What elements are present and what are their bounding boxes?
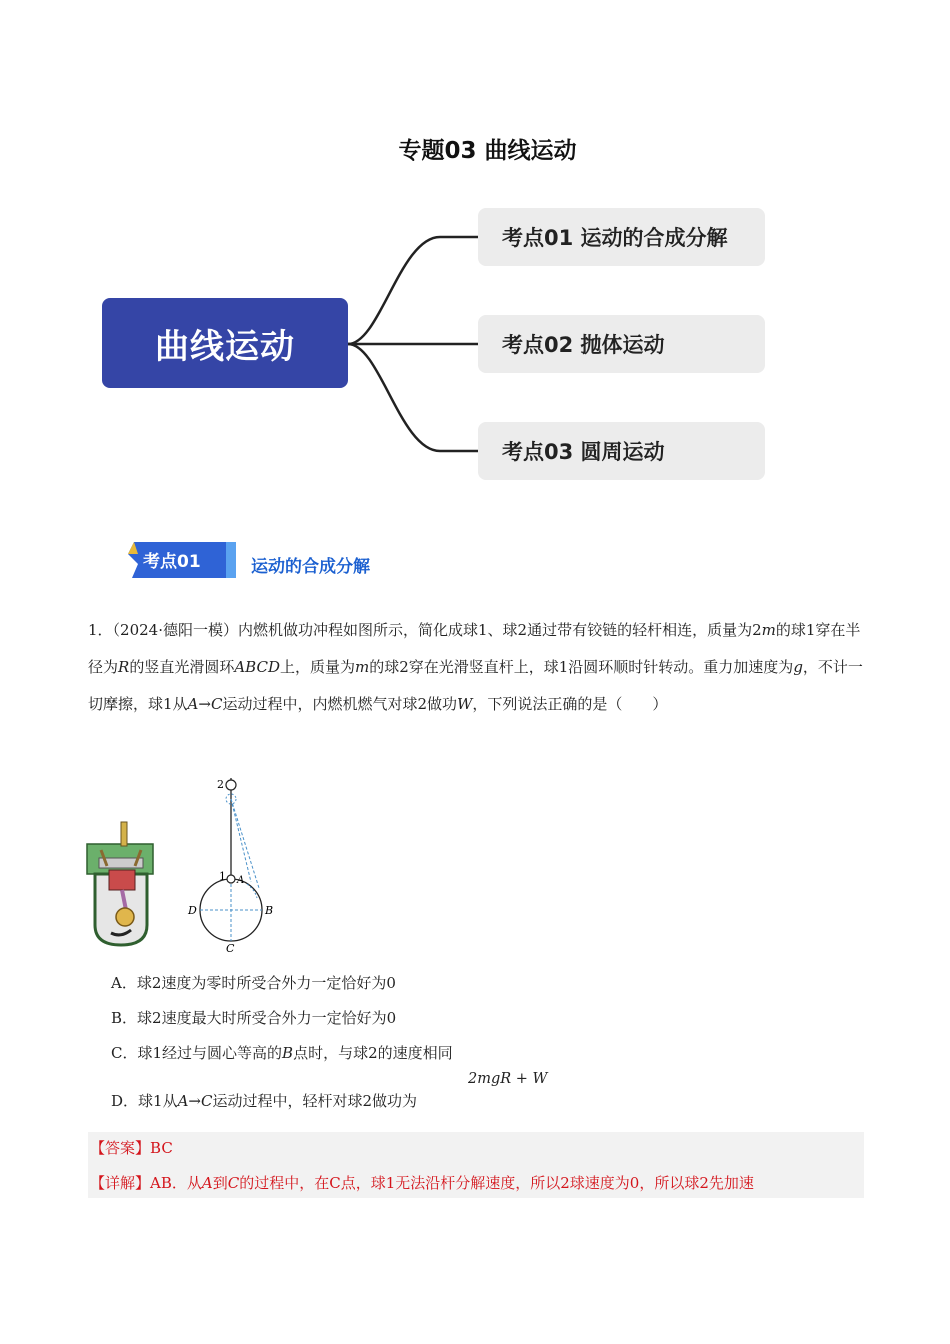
detail-text: 到	[212, 1174, 228, 1192]
mindmap-branch-1: 考点01 运动的合成分解	[478, 208, 765, 266]
physics-diagram	[183, 770, 283, 955]
section-title: 运动的合成分解	[251, 557, 370, 577]
question-number: 1．	[88, 621, 113, 639]
label-C: C	[226, 942, 235, 955]
engine-illustration	[85, 820, 157, 950]
question-part: 的竖直光滑圆环	[129, 658, 235, 676]
arrow: →	[198, 695, 211, 713]
ball-1	[227, 875, 235, 883]
option-c	[111, 1042, 453, 1063]
label-D: D	[188, 904, 197, 917]
option-d	[111, 1090, 417, 1111]
var-ABCD: ABCD	[234, 658, 280, 676]
page-title: 专题03 曲线运动	[398, 138, 577, 164]
rod-dashed-2	[231, 799, 259, 888]
question-part: 的球2穿在光滑竖直杆上，球1沿圆环顺时针转动。重力加速度为	[369, 658, 794, 676]
detail-text: AB．从	[150, 1174, 202, 1192]
var-A: A	[187, 695, 199, 713]
var-m: m	[761, 621, 776, 639]
mindmap-branch-3: 考点03 圆周运动	[478, 422, 765, 480]
arrow: →	[188, 1092, 201, 1110]
option-d-formula: 2mgR + W	[468, 1071, 548, 1087]
var-A: A	[201, 1174, 213, 1192]
label-ball-1: 1	[219, 870, 226, 883]
question-part: ，不计一切摩擦，球1从	[88, 658, 863, 713]
option-c-text: C．球1经过与圆心等高的	[111, 1044, 283, 1062]
ball-2	[226, 780, 236, 790]
var-B: B	[282, 1044, 294, 1062]
question-source: （2024·德阳一模）	[112, 621, 238, 639]
question-part: ，下列说法正确的是（ ）	[472, 695, 668, 713]
detail-text: 的过程中，在C点，球1无法沿杆分解速度，所以2球速度为0，所以球2先加速	[239, 1174, 754, 1192]
section-tag-shape	[128, 540, 236, 580]
rod-dashed-1	[231, 799, 251, 882]
section-tag	[128, 540, 236, 580]
label-B: B	[265, 904, 274, 917]
question-text	[88, 612, 864, 723]
answer-label: 【答案】	[90, 1139, 151, 1157]
question-part: 内燃机做功冲程如图所示，简化成球1、球2通过带有铰链的轻杆相连，质量为2	[238, 621, 762, 639]
question-part: 运动过程中，内燃机燃气对球2做功	[222, 695, 457, 713]
label-A: A	[237, 875, 245, 886]
var-C: C	[227, 1174, 240, 1192]
option-b: B．球2速度最大时所受合外力一定恰好为0	[111, 1009, 397, 1027]
var-m: m	[354, 658, 370, 676]
option-d-text: D．球1从	[111, 1092, 178, 1110]
label-ball-2: 2	[217, 778, 224, 791]
answer-line	[90, 1137, 173, 1158]
var-W: W	[457, 695, 473, 713]
option-d-text: 运动过程中，轻杆对球2做功为	[212, 1092, 418, 1110]
var-R: R	[118, 658, 130, 676]
question-part: 的球1穿在半径为	[88, 621, 861, 676]
mindmap-branch-2: 考点02 抛体运动	[478, 315, 765, 373]
var-C: C	[201, 1092, 213, 1110]
detail-line	[90, 1172, 754, 1193]
mindmap-connectors	[340, 220, 490, 480]
section-tag-label: 考点01	[143, 552, 201, 572]
option-c-text: 点时，与球2的速度相同	[293, 1044, 453, 1062]
detail-label: 【详解】	[90, 1174, 151, 1192]
var-A: A	[177, 1092, 189, 1110]
mindmap-center-node: 曲线运动	[102, 298, 348, 388]
var-g: g	[793, 658, 803, 676]
question-part: 上，质量为	[279, 658, 355, 676]
var-C: C	[210, 695, 223, 713]
answer-value: BC	[150, 1139, 173, 1157]
option-a: A．球2速度为零时所受合外力一定恰好为0	[111, 974, 396, 992]
